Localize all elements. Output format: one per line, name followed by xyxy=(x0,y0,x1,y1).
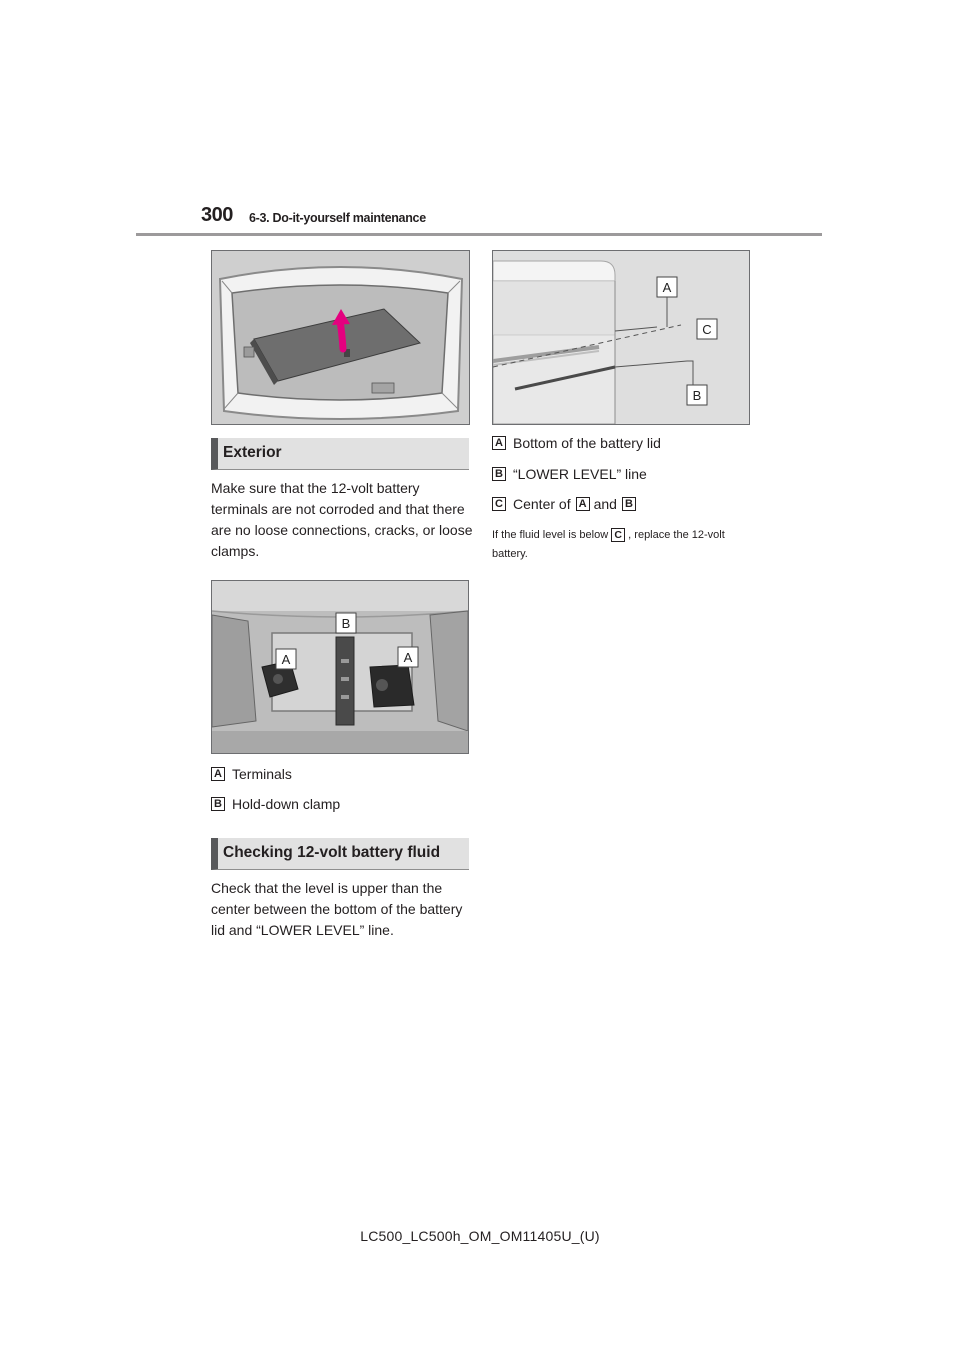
note-ref-badge: C xyxy=(611,528,625,542)
callout-ref-badge: B xyxy=(622,497,636,511)
note-text-after: , replace the 12-volt battery. xyxy=(492,529,725,560)
callout-badge: C xyxy=(492,497,506,511)
callout-center xyxy=(492,495,640,513)
callout-badge: A xyxy=(211,767,225,781)
terminal-label-a-left: A xyxy=(281,652,291,667)
callout-battery-lid xyxy=(492,434,661,452)
terminals-illustration xyxy=(211,580,469,754)
callout-badge: B xyxy=(211,797,225,811)
callout-lower-level xyxy=(492,465,647,483)
callout-text: Center of xyxy=(513,496,571,512)
trunk-illustration xyxy=(211,250,470,425)
page-number: 300 xyxy=(201,204,233,226)
callout-terminals xyxy=(211,765,292,783)
callout-text: “LOWER LEVEL” line xyxy=(513,466,647,482)
fluid-body: Check that the level is upper than the center between the bottom of the battery lid and “LOWER LEVEL” line. xyxy=(211,880,463,938)
fluid-label-c: C xyxy=(702,322,712,337)
exterior-heading: Exterior xyxy=(211,438,469,470)
callout-text: Terminals xyxy=(232,766,292,782)
terminal-label-b: B xyxy=(341,616,351,631)
note-text-before: If the fluid level is below xyxy=(492,529,609,541)
footer-doc-id: LC500_LC500h_OM_OM11405U_(U) xyxy=(360,1228,600,1244)
exterior-body: Make sure that the 12-volt battery terminals are not corroded and that there are no loose connections, cracks, or loose clamps. xyxy=(211,480,473,559)
callout-ref-badge: A xyxy=(576,497,590,511)
callout-badge: B xyxy=(492,467,506,481)
fluid-heading: Checking 12-volt battery fluid xyxy=(211,838,469,870)
section-title: 6-3. Do-it-yourself maintenance xyxy=(249,211,426,225)
terminal-label-a-right: A xyxy=(403,650,413,665)
callout-text: Hold-down clamp xyxy=(232,796,341,812)
fluid-label-b: B xyxy=(692,388,702,403)
callout-hold-down-clamp xyxy=(211,795,340,813)
replace-note xyxy=(492,526,752,564)
fluid-level-illustration xyxy=(492,250,750,425)
callout-badge: A xyxy=(492,436,506,450)
callout-text: Bottom of the battery lid xyxy=(513,435,661,451)
callout-joiner: and xyxy=(593,496,617,512)
header-rule xyxy=(136,233,822,236)
fluid-label-a: A xyxy=(662,280,672,295)
